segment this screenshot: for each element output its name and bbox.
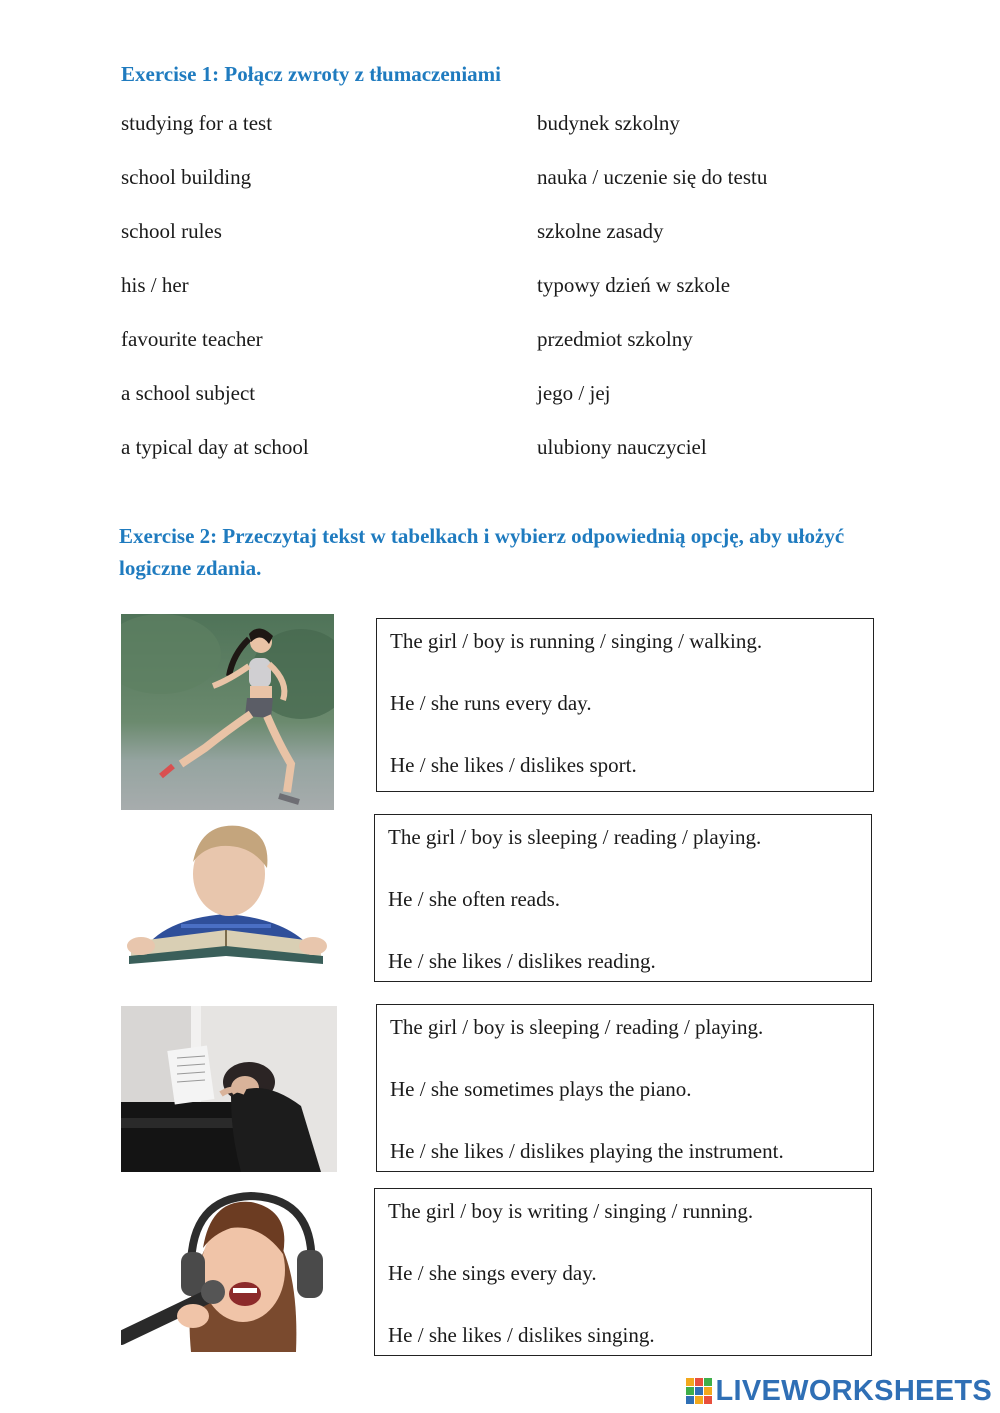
- reading-boy-photo: [121, 814, 331, 968]
- english-phrase-4[interactable]: his / her: [121, 273, 189, 297]
- sentence-box-3: [376, 1004, 874, 1172]
- polish-phrase-3[interactable]: szkolne zasady: [537, 219, 664, 243]
- polish-phrase-4[interactable]: typowy dzień w szkole: [537, 273, 731, 297]
- sentence-box-2: [374, 814, 872, 982]
- sentence-box-4-line-3[interactable]: He / she likes / dislikes singing.: [388, 1323, 655, 1347]
- english-phrase-2[interactable]: school building: [121, 165, 252, 189]
- sentence-box-4: [374, 1188, 872, 1356]
- polish-phrase-6[interactable]: jego / jej: [537, 381, 611, 405]
- polish-phrase-5[interactable]: przedmiot szkolny: [537, 327, 693, 351]
- english-phrase-3[interactable]: school rules: [121, 219, 222, 243]
- liveworksheets-logo-icon: [686, 1378, 712, 1404]
- exercise-2-title: Exercise 2: Przeczytaj tekst w tabelkach i wybierz odpowiednią opcję, aby ułożyć logiczne zdania.: [119, 524, 845, 580]
- liveworksheets-logo[interactable]: [686, 1374, 993, 1408]
- piano-girl-photo: [121, 1006, 337, 1172]
- polish-phrase-1[interactable]: budynek szkolny: [537, 111, 680, 135]
- sentence-box-1-line-2[interactable]: He / she runs every day.: [390, 691, 592, 715]
- english-phrase-6[interactable]: a school subject: [121, 381, 256, 405]
- sentence-box-1: [376, 618, 874, 792]
- exercise-1-title: Exercise 1: Połącz zwroty z tłumaczeniami: [121, 62, 502, 86]
- singing-girl-photo: [121, 1188, 335, 1352]
- sentence-box-2-line-1[interactable]: The girl / boy is sleeping / reading / playing.: [388, 825, 762, 849]
- english-phrase-7[interactable]: a typical day at school: [121, 435, 309, 459]
- running-girl-photo: [121, 614, 334, 810]
- sentence-box-1-line-3[interactable]: He / she likes / dislikes sport.: [390, 753, 637, 777]
- liveworksheets-logo-text: LIVEWORKSHEETS: [715, 1374, 992, 1407]
- sentence-box-4-line-2[interactable]: He / she sings every day.: [388, 1261, 597, 1285]
- polish-phrase-2[interactable]: nauka / uczenie się do testu: [537, 165, 768, 189]
- english-phrase-5[interactable]: favourite teacher: [121, 327, 263, 351]
- sentence-box-2-line-2[interactable]: He / she often reads.: [388, 887, 561, 911]
- sentence-box-3-line-2[interactable]: He / she sometimes plays the piano.: [390, 1077, 692, 1101]
- sentence-box-3-line-3[interactable]: He / she likes / dislikes playing the instrument.: [390, 1139, 784, 1163]
- sentence-box-3-line-1[interactable]: The girl / boy is sleeping / reading / playing.: [390, 1015, 764, 1039]
- english-phrase-1[interactable]: studying for a test: [121, 111, 273, 135]
- sentence-box-4-line-1[interactable]: The girl / boy is writing / singing / running.: [388, 1199, 754, 1223]
- sentence-box-1-line-1[interactable]: The girl / boy is running / singing / walking.: [390, 629, 763, 653]
- polish-phrase-7[interactable]: ulubiony nauczyciel: [537, 435, 707, 459]
- sentence-box-2-line-3[interactable]: He / she likes / dislikes reading.: [388, 949, 656, 973]
